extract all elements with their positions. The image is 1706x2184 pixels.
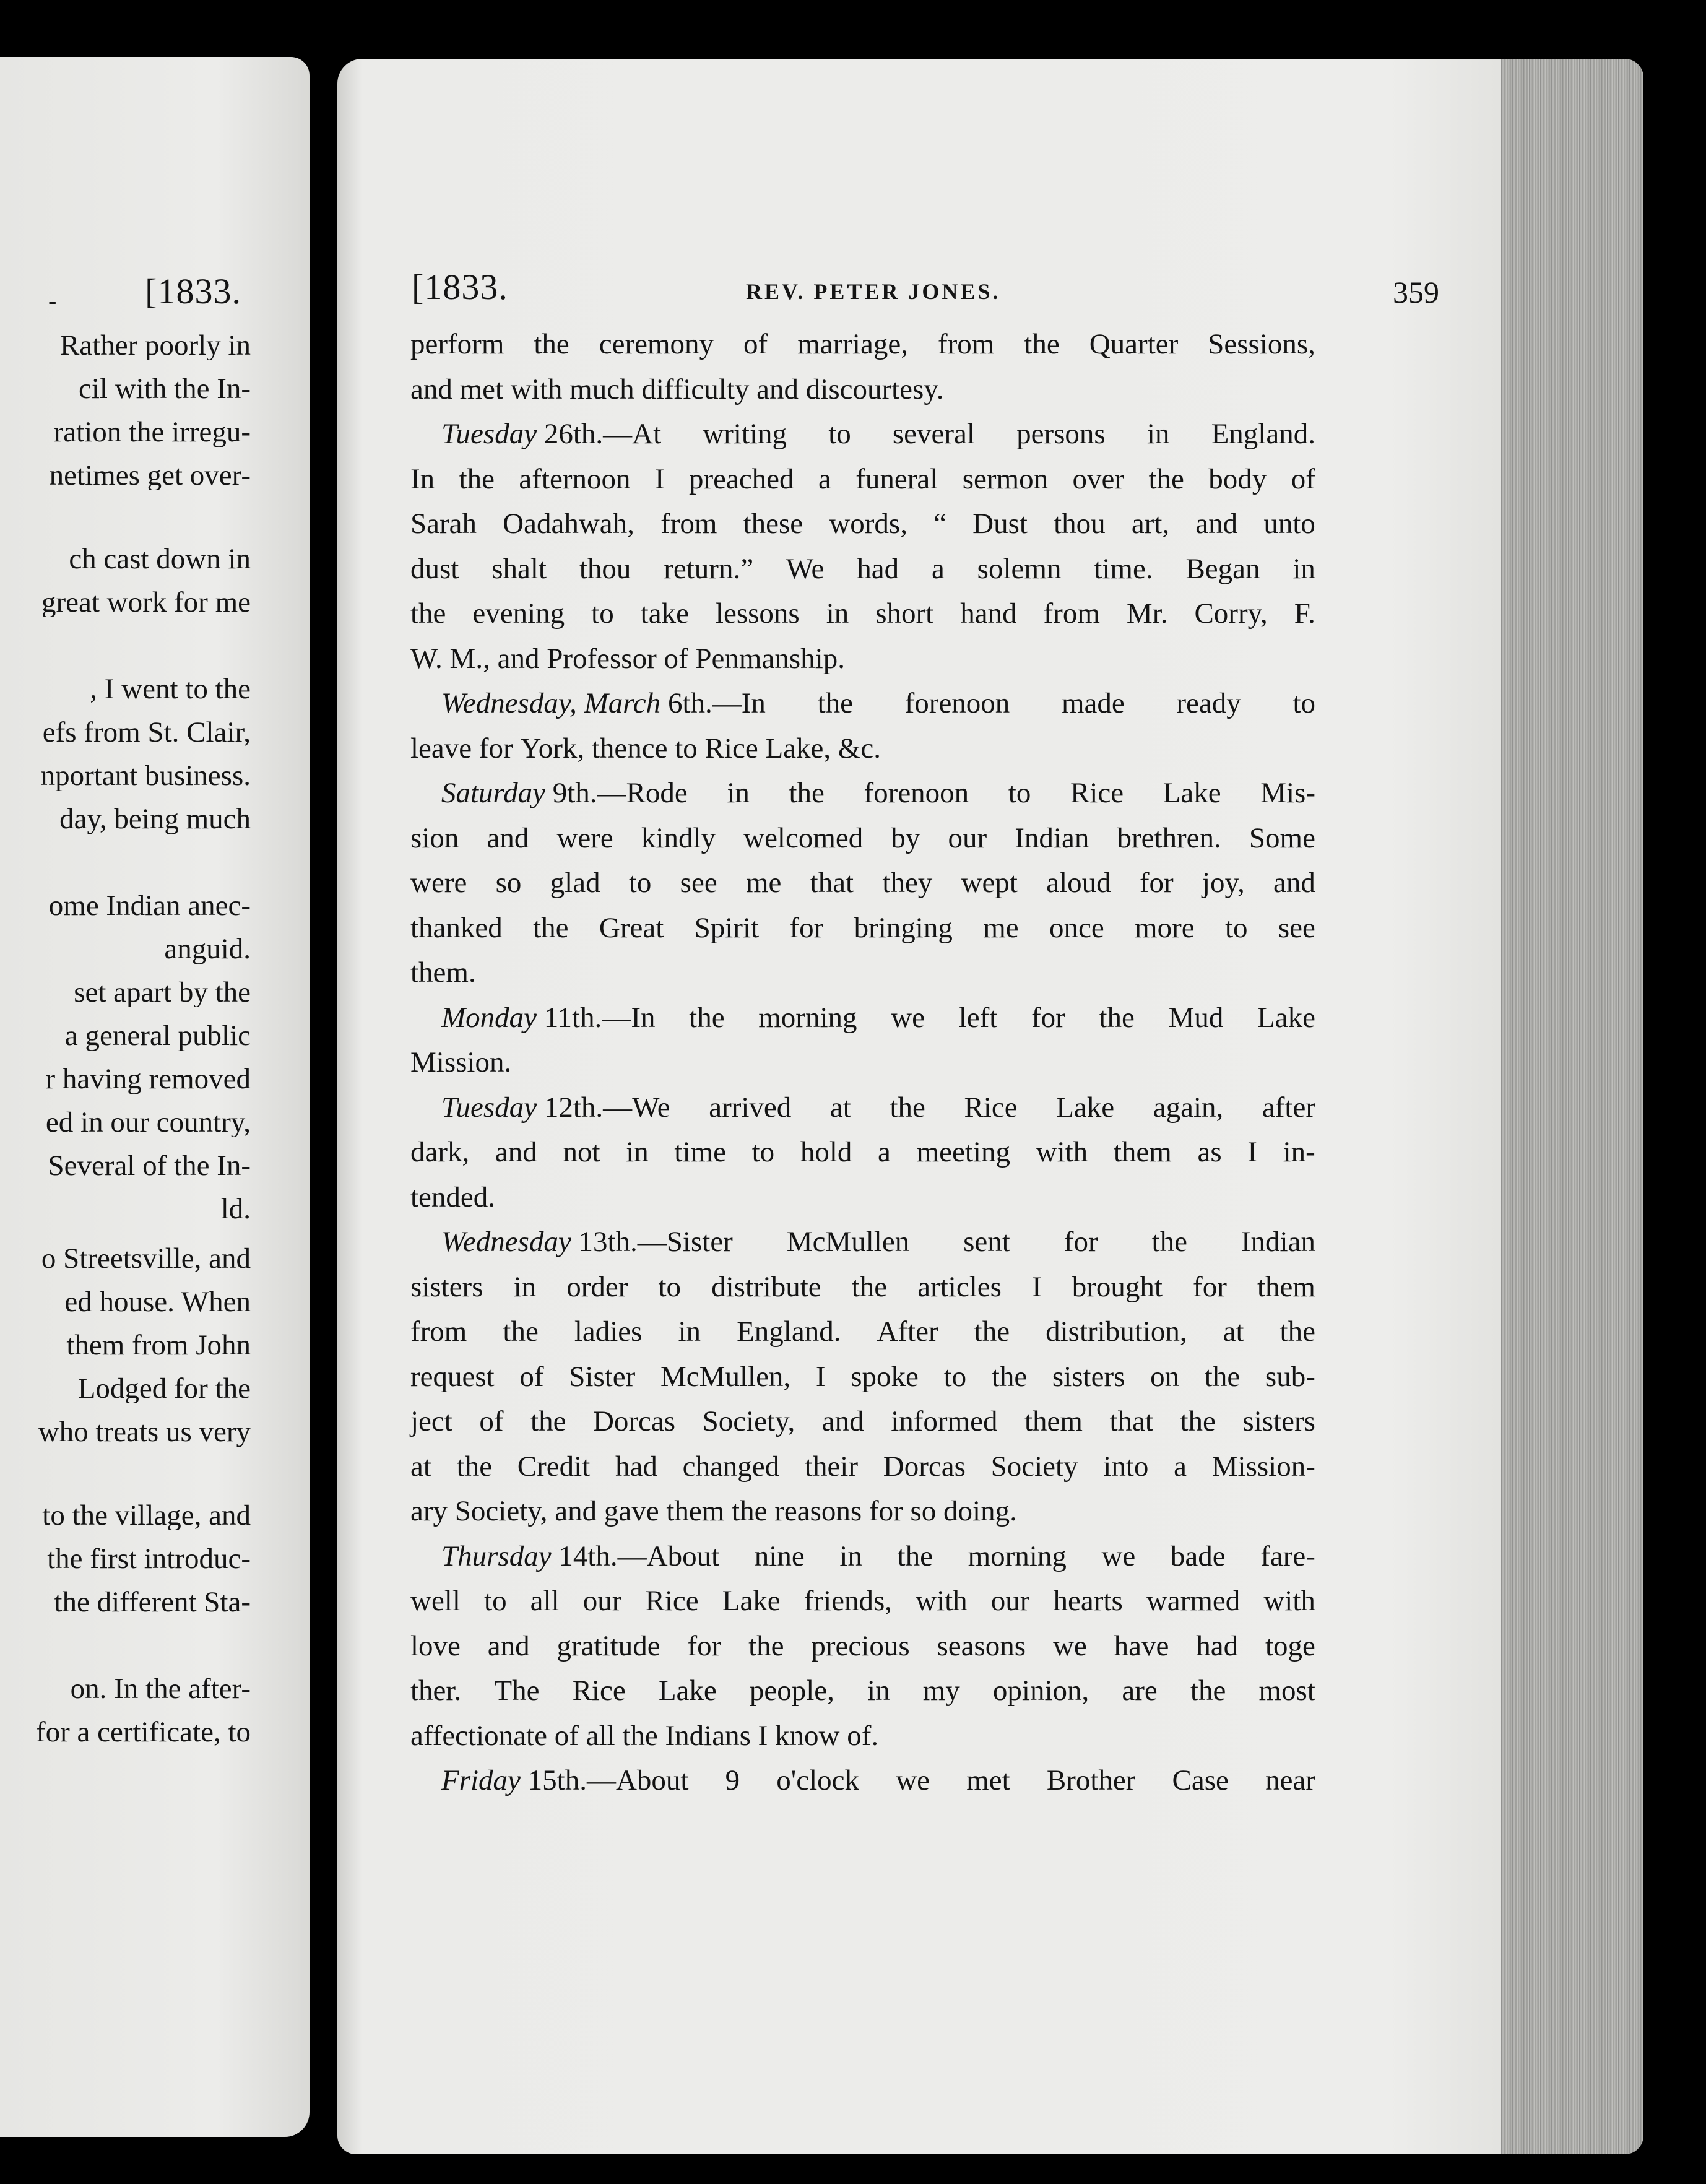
left-text-line: a general public bbox=[64, 1021, 251, 1051]
page-body bbox=[410, 322, 1315, 1803]
entry-date: Tuesday bbox=[441, 418, 537, 450]
page-edges bbox=[1501, 59, 1643, 2154]
left-text-line: who treats us very bbox=[38, 1418, 251, 1447]
left-text-line: anguid. bbox=[164, 935, 251, 964]
text-line: at the Credit had changed their Dorcas Society into a Mission- bbox=[410, 1450, 1315, 1483]
entry-date: Monday bbox=[441, 1001, 537, 1034]
text-line: In the afternoon I preached a funeral sermon over the body of bbox=[410, 462, 1315, 495]
text-line: ject of the Dorcas Society, and informed them that the sisters bbox=[410, 1405, 1315, 1437]
entry-date: Saturday bbox=[441, 777, 545, 809]
text-line: dust shalt thou return.” We had a solemn time. Began in bbox=[410, 552, 1315, 585]
left-text-line: o Streetsville, and bbox=[41, 1244, 251, 1273]
text-line: affectionate of all the Indians I know of. bbox=[410, 1719, 879, 1752]
text-line: love and gratitude for the precious seasons we have had toge bbox=[410, 1629, 1315, 1662]
text-line: dark, and not in time to hold a meeting with them as I in- bbox=[410, 1136, 1315, 1168]
text-line: Thursday 14th.—About nine in the morning we bade fare- bbox=[441, 1540, 1315, 1572]
text-line: Mission. bbox=[410, 1046, 512, 1078]
left-text-line: set apart by the bbox=[74, 978, 251, 1007]
left-text-line: ed in our country, bbox=[45, 1108, 251, 1137]
text-line: ther. The Rice Lake people, in my opinion, are the most bbox=[410, 1675, 1315, 1707]
left-text-line: day, being much bbox=[59, 805, 251, 834]
text-line: sion and were kindly welcomed by our Indian brethren. Some bbox=[410, 821, 1315, 854]
left-text-line: cil with the In- bbox=[78, 375, 251, 404]
left-page bbox=[0, 57, 310, 2137]
text-line: Sarah Oadahwah, from these words, “ Dust thou art, and unto bbox=[410, 508, 1315, 540]
text-line: well to all our Rice Lake friends, with our hearts warmed with bbox=[410, 1585, 1315, 1617]
entry-date: Thursday bbox=[441, 1540, 552, 1572]
left-text-line: them from John bbox=[66, 1331, 251, 1360]
left-text-line: on. In the after- bbox=[70, 1675, 251, 1704]
text-line: tended. bbox=[410, 1181, 496, 1213]
left-text-line: ld. bbox=[220, 1195, 251, 1224]
text-line: the evening to take lessons in short hand from Mr. Corry, F. bbox=[410, 597, 1315, 630]
header-year: [1833. bbox=[412, 267, 508, 307]
left-text-line: efs from St. Clair, bbox=[42, 718, 251, 747]
left-text-line: ed house. When bbox=[64, 1288, 251, 1317]
text-line: ary Society, and gave them the reasons for so doing. bbox=[410, 1495, 1017, 1527]
text-line: leave for York, thence to Rice Lake, &c. bbox=[410, 732, 881, 765]
text-line: Friday 15th.—About 9 o'clock we met Brother Case near bbox=[441, 1764, 1315, 1796]
left-text-line: , I went to the bbox=[90, 675, 251, 704]
left-text-line: netimes get over- bbox=[49, 461, 251, 490]
text-line: Wednesday, March 6th.—In the forenoon made ready to bbox=[441, 687, 1315, 719]
left-page-header: [1833. bbox=[145, 271, 241, 311]
entry-date: Tuesday bbox=[441, 1091, 537, 1124]
left-text-line: ch cast down in bbox=[69, 545, 251, 574]
text-line: and met with much difficulty and discourtesy. bbox=[410, 373, 944, 405]
text-line: them. bbox=[410, 956, 476, 989]
text-line: thanked the Great Spirit for bringing me once more to see bbox=[410, 911, 1315, 944]
left-text-line: nportant business. bbox=[40, 761, 251, 791]
left-text-line: Several of the In- bbox=[48, 1151, 251, 1181]
text-line: perform the ceremony of marriage, from the Quarter Sessions, bbox=[410, 328, 1315, 360]
entry-date: Friday bbox=[441, 1764, 521, 1796]
left-text-line: Lodged for the bbox=[77, 1374, 251, 1403]
left-text-line: ration the irregu- bbox=[53, 418, 251, 447]
entry-date: Wednesday bbox=[441, 1226, 571, 1258]
left-text-line: r having removed bbox=[45, 1065, 251, 1094]
text-line: W. M., and Professor of Penmanship. bbox=[410, 642, 845, 675]
text-line: sisters in order to distribute the articles I brought for them bbox=[410, 1270, 1315, 1303]
page-number: 359 bbox=[1393, 275, 1439, 310]
text-line: Wednesday 13th.—Sister McMullen sent for the Indian bbox=[441, 1226, 1315, 1258]
text-line: request of Sister McMullen, I spoke to the sisters on the sub- bbox=[410, 1360, 1315, 1393]
left-text-line: for a certificate, to bbox=[35, 1718, 251, 1747]
text-line: Monday 11th.—In the morning we left for the Mud Lake bbox=[441, 1001, 1315, 1034]
right-page bbox=[337, 59, 1507, 2154]
running-head bbox=[412, 257, 1439, 310]
header-title: REV. PETER JONES. bbox=[746, 279, 1001, 304]
text-line: Tuesday 26th.—At writing to several persons in England. bbox=[441, 418, 1315, 450]
left-text-line: great work for me bbox=[41, 588, 251, 617]
entry-date: Wednesday, March bbox=[441, 687, 661, 719]
text-line: Saturday 9th.—Rode in the forenoon to Rice Lake Mis- bbox=[441, 777, 1315, 809]
smudge-mark: - bbox=[48, 287, 57, 314]
left-text-line: to the village, and bbox=[42, 1501, 251, 1530]
book-gutter bbox=[310, 56, 337, 2160]
left-text-line: the different Sta- bbox=[54, 1588, 251, 1617]
left-text-line: Rather poorly in bbox=[59, 331, 251, 360]
text-line: were so glad to see me that they wept aloud for joy, and bbox=[410, 867, 1315, 899]
left-text-line: ome Indian anec- bbox=[48, 891, 251, 921]
text-line: from the ladies in England. After the distribution, at the bbox=[410, 1315, 1315, 1348]
text-line: Tuesday 12th.—We arrived at the Rice Lake again, after bbox=[441, 1091, 1315, 1124]
left-text-line: the first introduc- bbox=[47, 1545, 251, 1574]
